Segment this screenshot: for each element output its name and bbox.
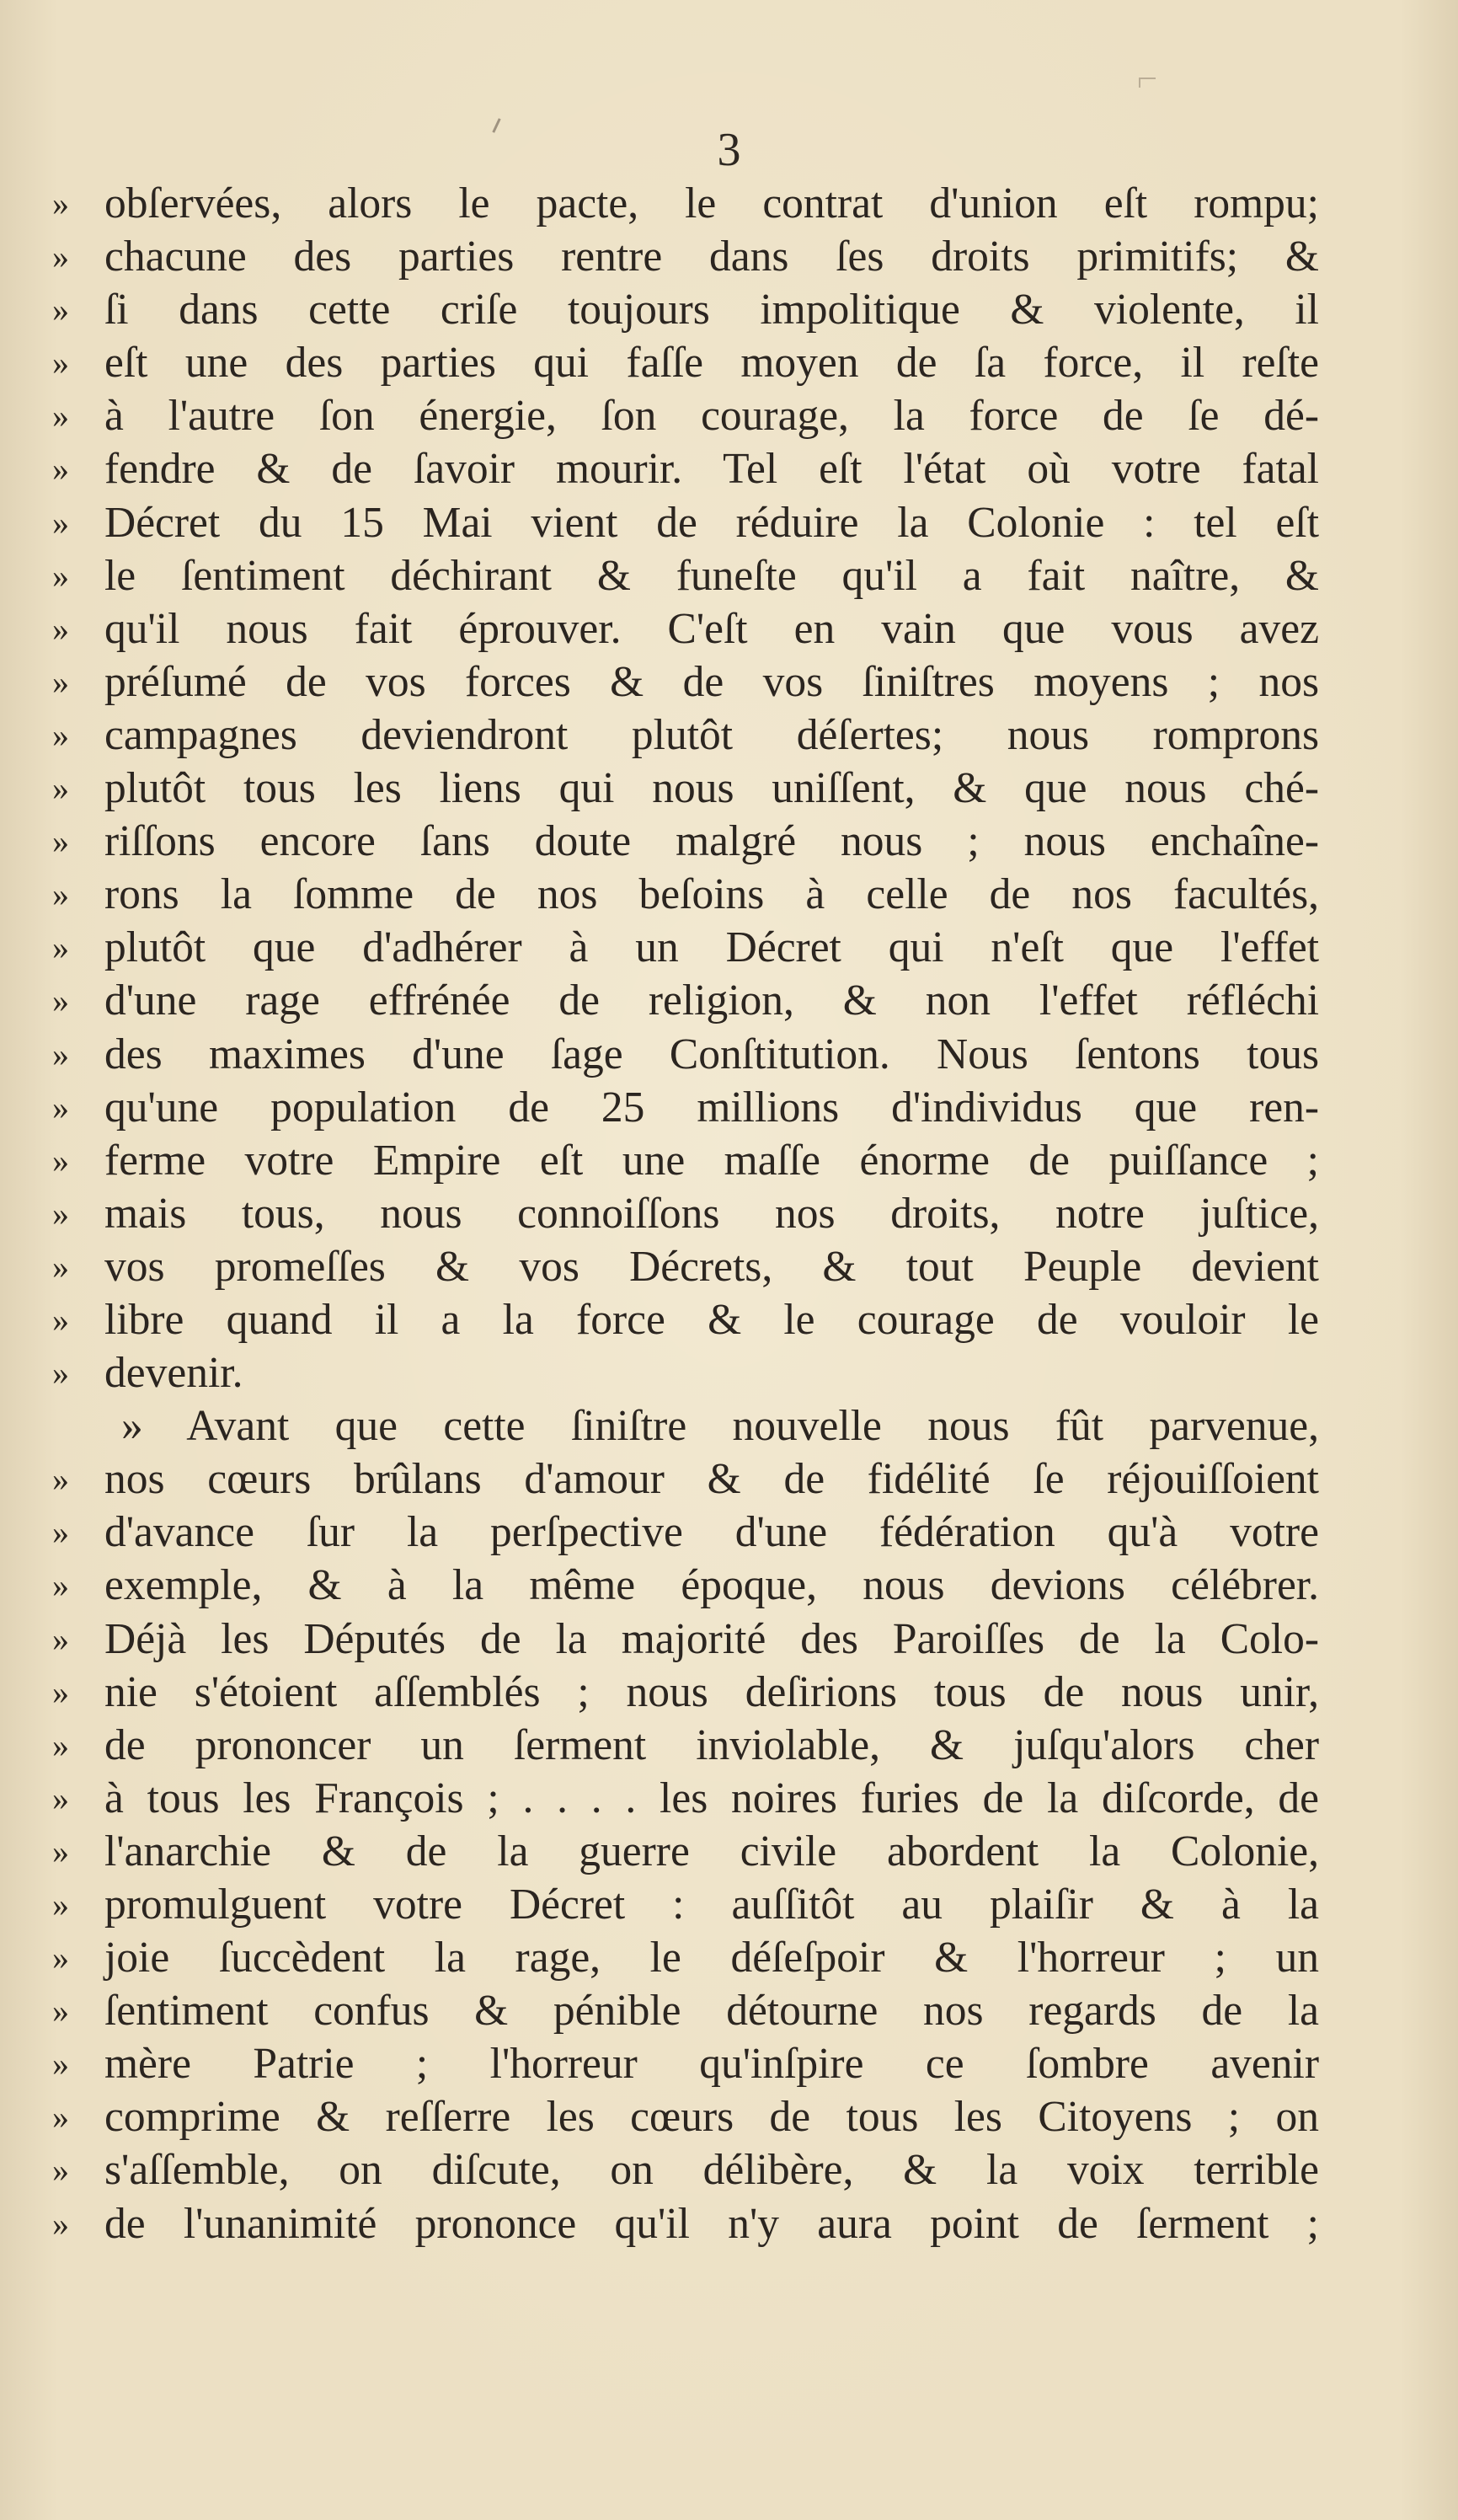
quotation-mark: » [52,1194,67,1233]
line-text: préſumé de vos forces & de vos ſiniſtres moyens ; nos [104,657,1319,706]
quotation-mark: » [52,1832,67,1870]
text-line [0,868,1458,921]
quotation-mark: » [52,609,67,648]
line-text: ſentiment confus & pénible détourne nos regards de la [104,1987,1319,2036]
line-text: qu'il nous fait éprouver. C'eſt en vain que vous avez [104,604,1319,653]
quotation-mark: » [52,1619,67,1658]
quotation-mark: » [52,822,67,861]
text-line [0,1399,1458,1453]
line-text: Décret du 15 Mai vient de réduire la Colonie : tel eſt [104,498,1319,547]
text-line [0,2143,1458,2196]
text-line [0,1028,1458,1081]
quotation-mark: » [52,397,67,436]
line-text: de prononcer un ſerment inviolable, & juſqu'alors cher [104,1720,1319,1769]
quotation-mark: » [52,1088,67,1126]
line-text: de l'unanimité prononce qu'il n'y aura point de ſerment ; [104,2199,1319,2248]
paragraph-start: » Avant que cette ſiniſtre nouvelle nous fût parvenue, [121,1402,1319,1451]
line-text: libre quand il a la force & le courage de vouloir le [104,1295,1319,1344]
text-line [0,230,1458,283]
quotation-mark: » [52,1035,67,1073]
text-line [0,815,1458,868]
quotation-mark: » [52,450,67,489]
text-line [0,1666,1458,1719]
text-line [0,974,1458,1027]
quotation-mark: » [52,1566,67,1605]
quotation-mark: » [52,1247,67,1286]
line-text: qu'une population de 25 millions d'individus que ren- [104,1083,1319,1132]
text-line [0,921,1458,974]
quotation-mark: » [52,2098,67,2137]
quotation-mark: » [52,1939,67,1977]
line-text: eſt une des parties qui faſſe moyen de ſa force, il reſte [104,339,1319,388]
quotation-mark: » [52,715,67,754]
text-line [0,336,1458,389]
text-line [0,602,1458,655]
text-line [0,1506,1458,1559]
line-text: devenir. [104,1349,243,1398]
line-text: mère Patrie ; l'horreur qu'inſpire ce ſombre avenir [104,2040,1319,2089]
text-line [0,283,1458,336]
line-text: ſi dans cette criſe toujours impolitique & violente, il [104,286,1319,334]
ink-mark [1139,78,1156,88]
line-text: d'avance ſur la perſpective d'une fédération qu'à votre [104,1508,1319,1557]
line-text: nos cœurs brûlans d'amour & de fidélité ſe réjouiſſoient [104,1455,1319,1504]
text-line [0,1825,1458,1878]
quotation-mark: » [52,875,67,914]
line-text: plutôt que d'adhérer à un Décret qui n'eſt que l'effet [104,923,1319,972]
text-line [0,2037,1458,2090]
body-text [0,177,1458,2250]
line-text: le ſentiment déchirant & funeſte qu'il a fait naître, & [104,551,1319,600]
text-line [0,1346,1458,1399]
text-line [0,1453,1458,1506]
line-text: Déjà les Députés de la majorité des Paroiſſes de la Colo- [104,1614,1319,1663]
line-text: riſſons encore ſans doute malgré nous ; nous enchaîne- [104,817,1319,866]
quotation-mark: » [52,1886,67,1923]
quotation-mark: » [52,2045,67,2084]
text-line [0,2090,1458,2143]
text-line [0,1772,1458,1825]
quotation-mark: » [52,238,67,276]
quotation-mark: » [52,185,67,222]
text-line [0,1559,1458,1612]
text-line [0,1984,1458,2037]
line-text: fendre & de ſavoir mourir. Tel eſt l'état où votre fatal [104,445,1319,494]
line-text: joie ſuccèdent la rage, le déſeſpoir & l'horreur ; un [104,1934,1319,1982]
line-text: plutôt tous les liens qui nous uniſſent, & que nous ché- [104,764,1319,813]
page-number: 3 [717,124,741,176]
line-text: ferme votre Empire eſt une maſſe énorme de puiſſance ; [104,1136,1319,1185]
line-text: à tous les François ; . . . . les noires furies de la diſcorde, de [104,1774,1319,1822]
text-line [0,549,1458,602]
quotation-mark: » [52,556,67,595]
quotation-mark: » [52,344,67,383]
quotation-mark: » [52,1354,67,1393]
text-line [0,1878,1458,1931]
line-text: d'une rage effrénée de religion, & non l'effet réfléchi [104,976,1319,1025]
line-text: des maximes d'une ſage Conſtitution. Nous ſentons tous [104,1030,1319,1078]
line-text: obſervées, alors le pacte, le contrat d'union eſt rompu; [104,179,1319,227]
line-text: campagnes deviendront plutôt déſertes; nous romprons [104,710,1319,759]
quotation-mark: » [52,291,67,329]
line-text: nie s'étoient aſſemblés ; nous deſirions tous de nous unir, [104,1667,1319,1716]
quotation-mark: » [52,2151,67,2190]
text-line [0,1240,1458,1293]
quotation-mark: » [52,982,67,1020]
text-line [0,762,1458,815]
quotation-mark: » [52,1141,67,1180]
text-line [0,709,1458,762]
text-line [0,177,1458,230]
quotation-mark: » [52,1725,67,1764]
text-line [0,389,1458,442]
text-line [0,1187,1458,1240]
quotation-mark: » [52,662,67,701]
line-text: exemple, & à la même époque, nous devions célébrer. [104,1561,1319,1610]
text-line [0,1613,1458,1666]
line-text: promulguent votre Décret : auſſitôt au plaiſir & à la [104,1881,1319,1929]
line-text: à l'autre ſon énergie, ſon courage, la force de ſe dé- [104,392,1319,441]
text-line [0,442,1458,495]
text-line [0,655,1458,709]
quotation-mark: » [52,503,67,542]
quotation-mark: » [52,769,67,808]
line-text: mais tous, nous connoiſſons nos droits, notre juſtice, [104,1189,1319,1238]
quotation-mark: » [52,1460,67,1499]
quotation-mark: » [52,1779,67,1817]
quotation-mark: » [52,1300,67,1339]
line-text: rons la ſomme de nos beſoins à celle de nos facultés, [104,870,1319,919]
line-text: comprime & reſſerre les cœurs de tous les Citoyens ; on [104,2093,1319,2142]
line-text: chacune des parties rentre dans ſes droits primitifs; & [104,233,1319,281]
quotation-mark: » [52,1992,67,2030]
text-line [0,1931,1458,1984]
text-line [0,2197,1458,2250]
quotation-mark: » [52,1513,67,1552]
line-text: l'anarchie & de la guerre civile abordent la Colonie, [104,1827,1319,1875]
text-line [0,1293,1458,1346]
quotation-mark: » [52,1672,67,1711]
text-line [0,496,1458,549]
text-line [0,1719,1458,1772]
quotation-mark: » [52,2204,67,2243]
line-text: s'aſſemble, on diſcute, on délibère, & la voix terrible [104,2146,1319,2195]
quotation-mark: » [52,928,67,967]
text-line [0,1081,1458,1134]
text-line [0,1134,1458,1187]
line-text: vos promeſſes & vos Décrets, & tout Peuple devient [104,1242,1319,1291]
